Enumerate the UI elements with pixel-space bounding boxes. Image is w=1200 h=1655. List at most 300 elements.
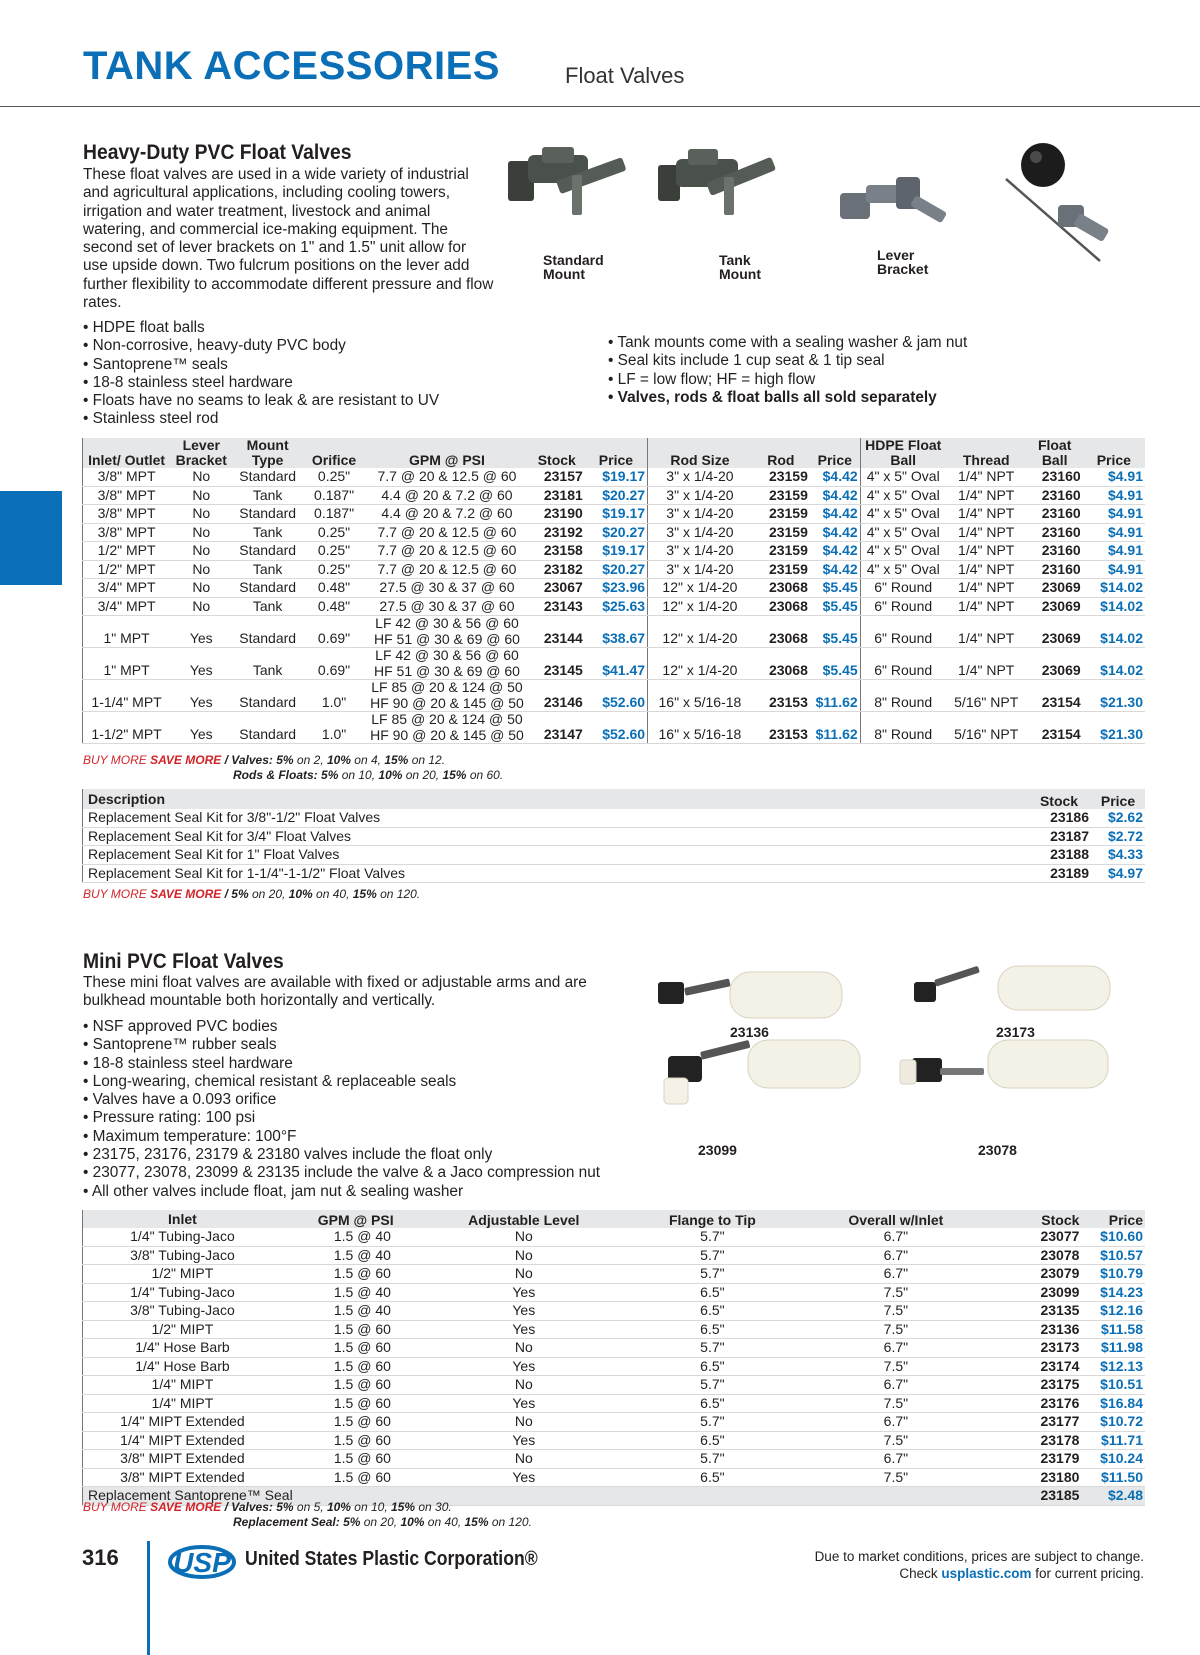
cell-price: $10.79 (1081, 1265, 1145, 1284)
table-row (83, 597, 1146, 616)
mini-discount-note (83, 1500, 532, 1530)
note-tier: 15% (391, 1500, 416, 1514)
cell-inlet: 3/8" MIPT Extended (83, 1450, 282, 1469)
cell-float-stock: 23154 (1027, 712, 1083, 744)
cell-price: $20.27 (585, 560, 648, 579)
mini-valve-product-photos (650, 960, 1150, 1160)
cell-gpm (365, 680, 529, 712)
cell-float-ball: 4" x 5" Oval (860, 542, 946, 561)
cell-rod-size: 12" x 1/4-20 (648, 579, 752, 598)
cell-inlet: 3/8" MPT (83, 523, 171, 542)
col-float-ball: Float Ball (1027, 438, 1083, 468)
note-qty: on 20, (360, 1515, 401, 1529)
caption-23099: 23099 (698, 1142, 737, 1158)
cell-inlet: 3/8" MPT (83, 468, 171, 486)
heavy-duty-features-right (608, 334, 1038, 407)
cell-lever: Yes (170, 648, 232, 680)
cell-rod-size: 16" x 5/16-18 (648, 712, 752, 744)
cell-flange-to-tip: 6.5" (618, 1283, 807, 1302)
cell-stock: 23145 (529, 648, 585, 680)
cell-mount: Tank (232, 648, 303, 680)
tank-mount-valve-image (658, 149, 776, 215)
feature-item: • Santoprene™ seals (83, 356, 503, 374)
disclaimer-line-2 (815, 1565, 1144, 1582)
cell-rod-price: $11.62 (810, 712, 860, 744)
cell-rod-size: 12" x 1/4-20 (648, 648, 752, 680)
cell-lever: No (170, 560, 232, 579)
cell-lever: No (170, 523, 232, 542)
cell-overall: 6.7" (807, 1246, 985, 1265)
cell-lever: No (170, 597, 232, 616)
table-row (83, 1246, 1146, 1265)
heavy-duty-features-left (83, 319, 503, 429)
cell-float-ball: 4" x 5" Oval (860, 505, 946, 524)
cell-price: $12.13 (1081, 1357, 1145, 1376)
cell-overall: 7.5" (807, 1283, 985, 1302)
note-tier: 15% (464, 1515, 489, 1529)
cell-gpm: 27.5 @ 30 & 37 @ 60 (365, 579, 529, 598)
cell-rod-price: $4.42 (810, 542, 860, 561)
cell-gpm: 1.5 @ 60 (282, 1320, 430, 1339)
cell-stock: 23177 (985, 1413, 1081, 1432)
cell-thread: 1/4" NPT (946, 468, 1027, 486)
cell-rod: 23068 (752, 597, 810, 616)
heavy-duty-valves-table (82, 438, 1145, 744)
cell-inlet: 1/2" MPT (83, 542, 171, 561)
gpm-low-flow: LF 42 @ 30 & 56 @ 60 (375, 615, 519, 631)
cell-float-price: $14.02 (1083, 579, 1145, 598)
cell-inlet: 1/4" MIPT (83, 1394, 282, 1413)
standard-mount-valve-image (508, 147, 627, 215)
feature-item: • Santoprene™ rubber seals (83, 1036, 643, 1054)
note-tier: 10% (400, 1515, 425, 1529)
cell-rod: 23159 (752, 468, 810, 486)
cell-overall: 6.7" (807, 1339, 985, 1358)
cell-thread: 1/4" NPT (946, 523, 1027, 542)
cell-stock: 23077 (985, 1228, 1081, 1246)
cell-stock: 23146 (529, 680, 585, 712)
feature-item: • Non-corrosive, heavy-duty PVC body (83, 337, 503, 355)
feature-item: • All other valves include float, jam nut & sealing washer (83, 1183, 643, 1201)
note-qty: on 20, (402, 768, 443, 782)
cell-rod-size: 12" x 1/4-20 (648, 616, 752, 648)
cell-inlet: 1-1/4" MPT (83, 680, 171, 712)
feature-item: • Stainless steel rod (83, 410, 503, 428)
cell-flange-to-tip: 5.7" (618, 1339, 807, 1358)
cell-stock: 23135 (985, 1302, 1081, 1321)
disclaimer-line-1: Due to market conditions, prices are subject to change. (814, 1549, 1144, 1564)
cell-price: $11.50 (1081, 1468, 1145, 1487)
cell-gpm: 7.7 @ 20 & 12.5 @ 60 (365, 523, 529, 542)
cell-rod: 23068 (752, 616, 810, 648)
cell-gpm: 4.4 @ 20 & 7.2 @ 60 (365, 486, 529, 505)
cell-price: $25.63 (585, 597, 648, 616)
cell-stock: 23173 (985, 1339, 1081, 1358)
cell-lever: Yes (170, 680, 232, 712)
cell-rod-price: $11.62 (810, 680, 860, 712)
cell-flange-to-tip: 6.5" (618, 1431, 807, 1450)
col-overall-w-inlet: Overall w/Inlet (807, 1210, 985, 1228)
cell-orifice: 0.187" (303, 505, 365, 524)
cell-flange-to-tip: 5.7" (618, 1413, 807, 1432)
cell-orifice: 0.69" (303, 648, 365, 680)
seal-kit-table (82, 789, 1145, 883)
seal-price: $2.62 (1091, 809, 1145, 827)
cell-rod: 23153 (752, 712, 810, 744)
cell-overall: 7.5" (807, 1394, 985, 1413)
caption-23078: 23078 (978, 1142, 1017, 1158)
cell-float-ball: 4" x 5" Oval (860, 468, 946, 486)
cell-adjustable: Yes (429, 1320, 618, 1339)
buy-more-label: BUY MORE (83, 887, 147, 901)
cell-inlet: 1/4" Hose Barb (83, 1339, 282, 1358)
cell-gpm: 1.5 @ 60 (282, 1394, 430, 1413)
table-row (83, 1265, 1146, 1284)
cell-price: $10.24 (1081, 1450, 1145, 1469)
cell-overall: 6.7" (807, 1376, 985, 1395)
note-qty: on 40, (312, 887, 353, 901)
page-number: 316 (82, 1545, 119, 1570)
cell-price: $19.17 (585, 505, 648, 524)
note-rods-label: Rods & Floats: (233, 768, 318, 782)
cell-thread: 1/4" NPT (946, 505, 1027, 524)
cell-float-ball: 6" Round (860, 616, 946, 648)
cell-rod-size: 3" x 1/4-20 (648, 505, 752, 524)
table-row (83, 864, 1146, 883)
cell-float-stock: 23160 (1027, 468, 1083, 486)
table-header-row (83, 1210, 1146, 1228)
cell-stock: 23182 (529, 560, 585, 579)
cell-inlet: 1/2" MIPT (83, 1320, 282, 1339)
cell-float-price: $21.30 (1083, 680, 1145, 712)
note-tier: 5% (343, 1515, 361, 1529)
heavy-duty-title: Heavy-Duty PVC Float Valves (83, 141, 352, 164)
cell-float-stock: 23160 (1027, 560, 1083, 579)
cell-adjustable: No (429, 1413, 618, 1432)
note-qty: on 120. (376, 887, 421, 901)
cell-adjustable: No (429, 1265, 618, 1284)
feature-item-bold: • Valves, rods & float balls all sold separately (608, 389, 1038, 407)
table-row (83, 1302, 1146, 1321)
cell-flange-to-tip: 5.7" (618, 1450, 807, 1469)
cell-flange-to-tip: 5.7" (618, 1228, 807, 1246)
header-divider (0, 106, 1200, 107)
cell-rod-size: 3" x 1/4-20 (648, 560, 752, 579)
note-tier: 15% (352, 887, 377, 901)
cell-gpm (365, 712, 529, 744)
gpm-high-flow: HF 51 @ 30 & 69 @ 60 (373, 662, 520, 679)
cell-gpm: 1.5 @ 60 (282, 1265, 430, 1284)
cell-float-stock: 23154 (1027, 680, 1083, 712)
cell-adjustable: Yes (429, 1283, 618, 1302)
cell-orifice: 0.187" (303, 486, 365, 505)
cell-gpm: 27.5 @ 30 & 37 @ 60 (365, 597, 529, 616)
website-link[interactable]: usplastic.com (941, 1566, 1032, 1581)
cell-price: $19.17 (585, 542, 648, 561)
cell-inlet: 1/4" MIPT Extended (83, 1431, 282, 1450)
cell-price: $20.27 (585, 523, 648, 542)
table-header-row (83, 438, 1146, 468)
cell-rod-size: 3" x 1/4-20 (648, 486, 752, 505)
cell-stock: 23079 (985, 1265, 1081, 1284)
cell-stock: 23099 (985, 1283, 1081, 1302)
col-inlet: Inlet (83, 1210, 282, 1228)
feature-item: • Floats have no seams to leak & are resistant to UV (83, 392, 503, 410)
note-qty: on 5, (293, 1500, 327, 1514)
table-row (83, 1431, 1146, 1450)
note-qty: on 30. (415, 1500, 452, 1514)
cell-gpm: 7.7 @ 20 & 12.5 @ 60 (365, 542, 529, 561)
col-adjustable-level: Adjustable Level (429, 1210, 618, 1228)
cell-adjustable: Yes (429, 1431, 618, 1450)
note-slash: / (224, 887, 228, 901)
table-row (83, 827, 1146, 846)
cell-gpm: 7.7 @ 20 & 12.5 @ 60 (365, 468, 529, 486)
buy-more-label: BUY MORE (83, 1500, 147, 1514)
cell-overall: 7.5" (807, 1302, 985, 1321)
disclaimer-tail: for current pricing. (1031, 1566, 1144, 1581)
cell-stock: 23157 (529, 468, 585, 486)
cell-inlet: 1/2" MPT (83, 560, 171, 579)
table-row (83, 1357, 1146, 1376)
cell-overall: 6.7" (807, 1228, 985, 1246)
col-gpm-psi: GPM @ PSI (365, 438, 529, 468)
cell-orifice: 0.25" (303, 468, 365, 486)
usp-logo (168, 1542, 240, 1580)
cell-inlet: 1/4" Tubing-Jaco (83, 1283, 282, 1302)
seal-description: Replacement Seal Kit for 1" Float Valves (83, 846, 1028, 865)
table-row-two-line (83, 648, 1146, 680)
cell-float-ball: 4" x 5" Oval (860, 560, 946, 579)
gpm-high-flow: HF 51 @ 30 & 69 @ 60 (373, 630, 520, 647)
cell-rod-price: $5.45 (810, 616, 860, 648)
col-price: Price (1091, 789, 1145, 809)
col-hdpe-float-ball: HDPE Float Ball (860, 438, 946, 468)
cell-stock: 23144 (529, 616, 585, 648)
feature-item: • Maximum temperature: 100°F (83, 1128, 643, 1146)
table-row (83, 560, 1146, 579)
feature-item: • 18-8 stainless steel hardware (83, 1055, 643, 1073)
cell-inlet: 1/4" Tubing-Jaco (83, 1228, 282, 1246)
cell-gpm: 1.5 @ 40 (282, 1302, 430, 1321)
cell-float-price: $4.91 (1083, 505, 1145, 524)
cell-mount: Standard (232, 505, 303, 524)
cell-price: $2.48 (1081, 1487, 1145, 1506)
cell-gpm (365, 648, 529, 680)
cell-stock: 23180 (985, 1468, 1081, 1487)
cell-inlet: 1" MPT (83, 648, 171, 680)
cell-float-ball: 6" Round (860, 648, 946, 680)
cell-mount: Standard (232, 680, 303, 712)
cell-rod: 23159 (752, 560, 810, 579)
cell-overall: 6.7" (807, 1413, 985, 1432)
cell-flange-to-tip: 5.7" (618, 1265, 807, 1284)
lever-bracket-image (840, 177, 947, 223)
cell-float-price: $4.91 (1083, 468, 1145, 486)
cell-adjustable: Yes (429, 1302, 618, 1321)
cell-overall: 7.5" (807, 1320, 985, 1339)
note-tier: 10% (378, 768, 403, 782)
col-lever-bracket: Lever Bracket (170, 438, 232, 468)
note-qty: on 60. (466, 768, 504, 782)
cell-float-stock: 23069 (1027, 648, 1083, 680)
cell-thread: 5/16" NPT (946, 712, 1027, 744)
col-price: Price (585, 438, 648, 468)
cell-rod-price: $4.42 (810, 505, 860, 524)
cell-mount: Tank (232, 523, 303, 542)
cell-gpm: 1.5 @ 60 (282, 1431, 430, 1450)
note-qty: on 20, (248, 887, 289, 901)
note-tier: 5% (276, 753, 294, 767)
cell-description: Replacement Santoprene™ Seal (83, 1487, 986, 1506)
section-side-tab (0, 491, 62, 585)
cell-inlet: 1/4" MIPT (83, 1376, 282, 1395)
cell-rod-price: $4.42 (810, 486, 860, 505)
cell-mount: Standard (232, 579, 303, 598)
note-tier: 10% (326, 753, 351, 767)
note-qty: on 4, (350, 753, 385, 767)
caption-23173: 23173 (996, 1024, 1035, 1040)
cell-mount: Standard (232, 542, 303, 561)
cell-price: $14.23 (1081, 1283, 1145, 1302)
save-more-label: SAVE MORE (150, 753, 222, 767)
note-slash: / (224, 753, 228, 767)
cell-float-price: $4.91 (1083, 560, 1145, 579)
gpm-low-flow: LF 85 @ 20 & 124 @ 50 (371, 679, 523, 695)
cell-stock: 23179 (985, 1450, 1081, 1469)
cell-inlet: 1-1/2" MPT (83, 712, 171, 744)
cell-gpm: 1.5 @ 40 (282, 1246, 430, 1265)
cell-price: $11.58 (1081, 1320, 1145, 1339)
cell-float-price: $4.91 (1083, 486, 1145, 505)
table-row (83, 579, 1146, 598)
cell-thread: 1/4" NPT (946, 560, 1027, 579)
cell-gpm (365, 616, 529, 648)
note-qty: on 2, (293, 753, 327, 767)
col-inlet-outlet: Inlet/ Outlet (83, 438, 171, 468)
cell-lever: Yes (170, 616, 232, 648)
cell-gpm: 7.7 @ 20 & 12.5 @ 60 (365, 560, 529, 579)
cell-price: $11.98 (1081, 1339, 1145, 1358)
cell-thread: 1/4" NPT (946, 542, 1027, 561)
heavy-duty-discount-note (83, 753, 503, 783)
cell-inlet: 1/4" Hose Barb (83, 1357, 282, 1376)
feature-item: • HDPE float balls (83, 319, 503, 337)
caption-23136: 23136 (730, 1024, 769, 1040)
cell-flange-to-tip: 6.5" (618, 1468, 807, 1487)
table-row (83, 1339, 1146, 1358)
cell-flange-to-tip: 6.5" (618, 1320, 807, 1339)
feature-item: • NSF approved PVC bodies (83, 1018, 643, 1036)
cell-gpm: 1.5 @ 40 (282, 1228, 430, 1246)
cell-float-stock: 23160 (1027, 486, 1083, 505)
buy-more-label: BUY MORE (83, 753, 147, 767)
cell-orifice: 0.25" (303, 523, 365, 542)
cell-price: $20.27 (585, 486, 648, 505)
cell-float-ball: 8" Round (860, 712, 946, 744)
cell-price: $52.60 (585, 712, 648, 744)
cell-price: $23.96 (585, 579, 648, 598)
cell-float-ball: 6" Round (860, 597, 946, 616)
cell-rod-price: $4.42 (810, 523, 860, 542)
col-rod: Rod (752, 438, 810, 468)
cell-stock: 23147 (529, 712, 585, 744)
cell-rod-size: 16" x 5/16-18 (648, 680, 752, 712)
cell-float-ball: 8" Round (860, 680, 946, 712)
cell-flange-to-tip: 6.5" (618, 1302, 807, 1321)
mini-valve-23078-image (900, 1040, 1108, 1088)
feature-item: • Tank mounts come with a sealing washer & jam nut (608, 334, 1038, 352)
note-tier: 10% (288, 887, 313, 901)
cell-rod-size: 12" x 1/4-20 (648, 597, 752, 616)
save-more-label: SAVE MORE (150, 887, 222, 901)
cell-price: $52.60 (585, 680, 648, 712)
footer-divider (147, 1541, 150, 1655)
note-qty: on 12. (408, 753, 446, 767)
table-header-row (83, 789, 1146, 809)
cell-inlet: 1" MPT (83, 616, 171, 648)
note-qty: on 10, (338, 768, 379, 782)
cell-inlet: 3/8" Tubing-Jaco (83, 1246, 282, 1265)
cell-adjustable: Yes (429, 1468, 618, 1487)
col-rod-price: Price (810, 438, 860, 468)
cell-gpm: 1.5 @ 60 (282, 1413, 430, 1432)
cell-overall: 7.5" (807, 1431, 985, 1450)
note-slash: / (224, 1500, 228, 1514)
feature-item: • Seal kits include 1 cup seat & 1 tip seal (608, 352, 1038, 370)
mini-valve-23173-image (914, 966, 1110, 1010)
col-price: Price (1081, 1210, 1145, 1228)
cell-orifice: 0.48" (303, 597, 365, 616)
cell-adjustable: No (429, 1339, 618, 1358)
cell-inlet: 3/8" MIPT Extended (83, 1468, 282, 1487)
cell-inlet: 3/4" MPT (83, 579, 171, 598)
cell-lever: No (170, 505, 232, 524)
seal-stock: 23189 (1027, 864, 1091, 883)
cell-flange-to-tip: 5.7" (618, 1246, 807, 1265)
feature-item: • Valves have a 0.093 orifice (83, 1091, 643, 1109)
cell-rod: 23153 (752, 680, 810, 712)
cell-gpm: 4.4 @ 20 & 7.2 @ 60 (365, 505, 529, 524)
table-row (83, 468, 1146, 486)
cell-price: $10.72 (1081, 1413, 1145, 1432)
cell-thread: 1/4" NPT (946, 597, 1027, 616)
cell-price: $16.84 (1081, 1394, 1145, 1413)
cell-price: $19.17 (585, 468, 648, 486)
cell-inlet: 1/2" MIPT (83, 1265, 282, 1284)
cell-adjustable: No (429, 1376, 618, 1395)
seal-price: $2.72 (1091, 827, 1145, 846)
cell-gpm: 1.5 @ 60 (282, 1376, 430, 1395)
table-row-two-line (83, 712, 1146, 744)
note-tier: 10% (326, 1500, 351, 1514)
table-row (83, 809, 1146, 827)
table-row (83, 846, 1146, 865)
cell-gpm: 1.5 @ 60 (282, 1357, 430, 1376)
cell-float-price: $14.02 (1083, 648, 1145, 680)
caption-lever-bracket: Lever Bracket (877, 247, 929, 277)
cell-adjustable: Yes (429, 1394, 618, 1413)
company-name: United States Plastic Corporation® (245, 1548, 538, 1570)
cell-lever: No (170, 542, 232, 561)
cell-thread: 5/16" NPT (946, 680, 1027, 712)
cell-overall: 6.7" (807, 1450, 985, 1469)
cell-mount: Standard (232, 616, 303, 648)
cell-adjustable: No (429, 1450, 618, 1469)
cell-rod: 23159 (752, 523, 810, 542)
col-thread: Thread (946, 438, 1027, 468)
col-stock: Stock (985, 1210, 1081, 1228)
